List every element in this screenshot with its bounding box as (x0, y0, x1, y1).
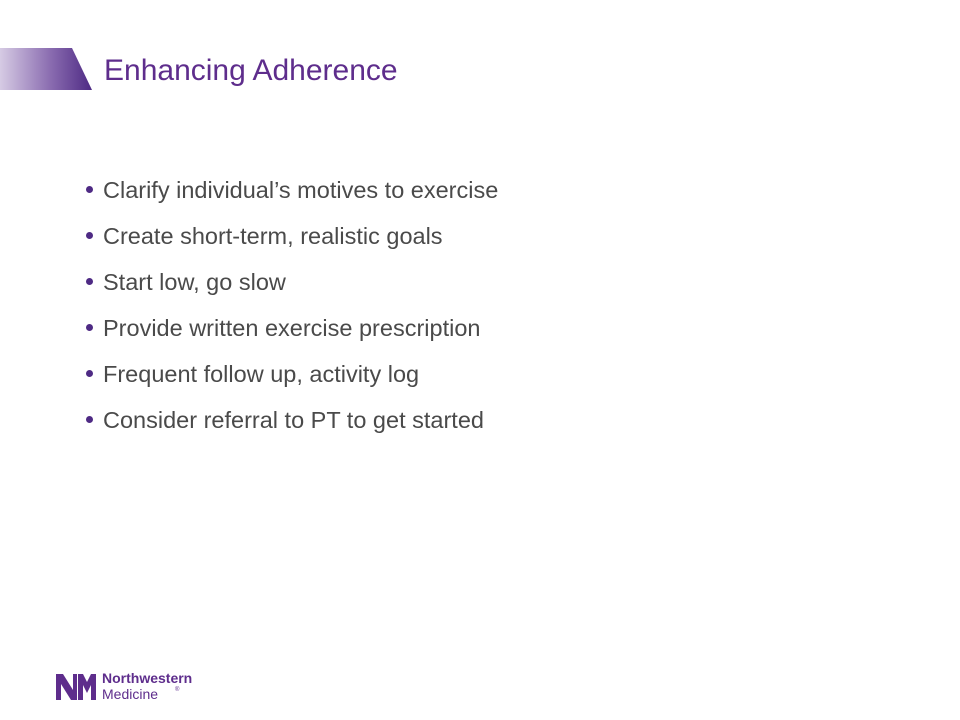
bullet-text: Frequent follow up, activity log (103, 361, 420, 387)
title-accent-bar (0, 48, 92, 90)
bullet-dot-icon (86, 416, 93, 423)
northwestern-medicine-logo (56, 670, 216, 704)
bullet-item (86, 259, 498, 305)
registered-mark: ® (175, 687, 180, 693)
northwestern-nm-logo-icon (56, 672, 96, 702)
bullet-item (86, 397, 498, 443)
bullet-text: Clarify individual’s motives to exercise (103, 177, 499, 203)
bullet-text: Create short-term, realistic goals (103, 223, 443, 249)
bullet-dot-icon (86, 370, 93, 377)
bullet-item (86, 167, 498, 213)
bullet-item (86, 213, 498, 259)
bullet-item (86, 305, 498, 351)
bullet-text: Consider referral to PT to get started (103, 407, 484, 433)
logo-line1: Northwestern (102, 670, 193, 686)
bullet-item (86, 351, 498, 397)
bullet-list (86, 167, 498, 443)
bullet-dot-icon (86, 278, 93, 285)
bullet-dot-icon (86, 232, 93, 239)
logo-line2: Medicine (102, 686, 159, 702)
bullet-dot-icon (86, 186, 93, 193)
bullet-text: Start low, go slow (103, 269, 286, 295)
bullet-dot-icon (86, 324, 93, 331)
bullet-text: Provide written exercise prescription (103, 315, 481, 341)
slide-title: Enhancing Adherence (104, 54, 398, 87)
